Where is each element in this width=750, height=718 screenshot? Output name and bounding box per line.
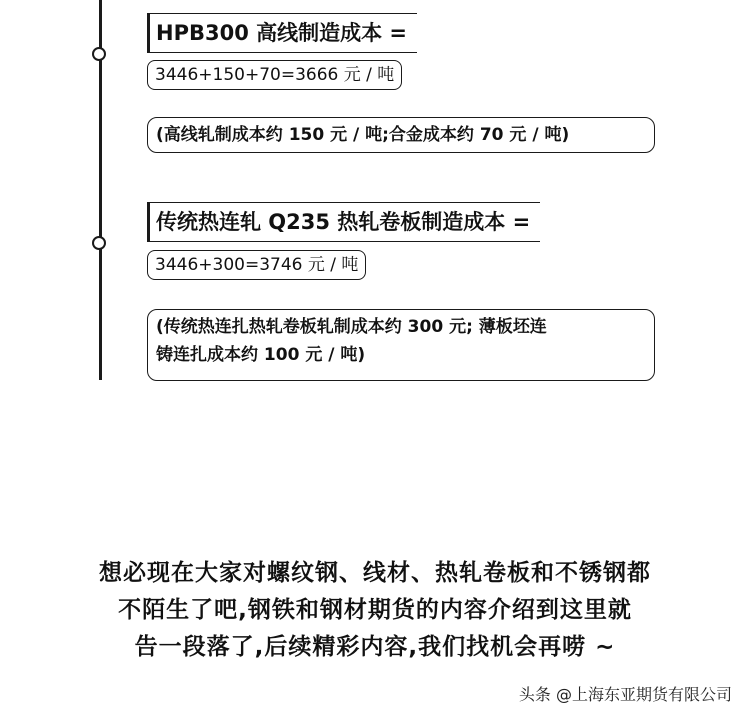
timeline-node-2 [92,236,106,250]
section2-heading: 传统热连轧 Q235 热轧卷板制造成本 = [147,202,540,242]
section2-formula: 3446+300=3746 元 / 吨 [147,250,366,280]
section2-note-line2: 铸连扎成本约 100 元 / 吨) [156,345,366,365]
section1-note: (高线轧制成本约 150 元 / 吨;合金成本约 70 元 / 吨) [147,117,655,153]
watermark: 头条 @上海东亚期货有限公司 [518,685,732,704]
caption-line-2: 不陌生了吧,钢铁和钢材期货的内容介绍到这里就 [118,597,632,623]
section2-note [147,309,655,381]
closing-caption [0,555,750,666]
section1-heading: HPB300 高线制造成本 = [147,13,417,53]
section2-note-line1: (传统热连扎热轧卷板轧制成本约 300 元; 薄板坯连 [156,317,547,337]
caption-line-3: 告一段落了,后续精彩内容,我们找机会再唠 ~ [134,634,616,660]
caption-line-1: 想必现在大家对螺纹钢、线材、热轧卷板和不锈钢都 [99,560,651,586]
section1-formula: 3446+150+70=3666 元 / 吨 [147,60,402,90]
timeline-node-1 [92,47,106,61]
